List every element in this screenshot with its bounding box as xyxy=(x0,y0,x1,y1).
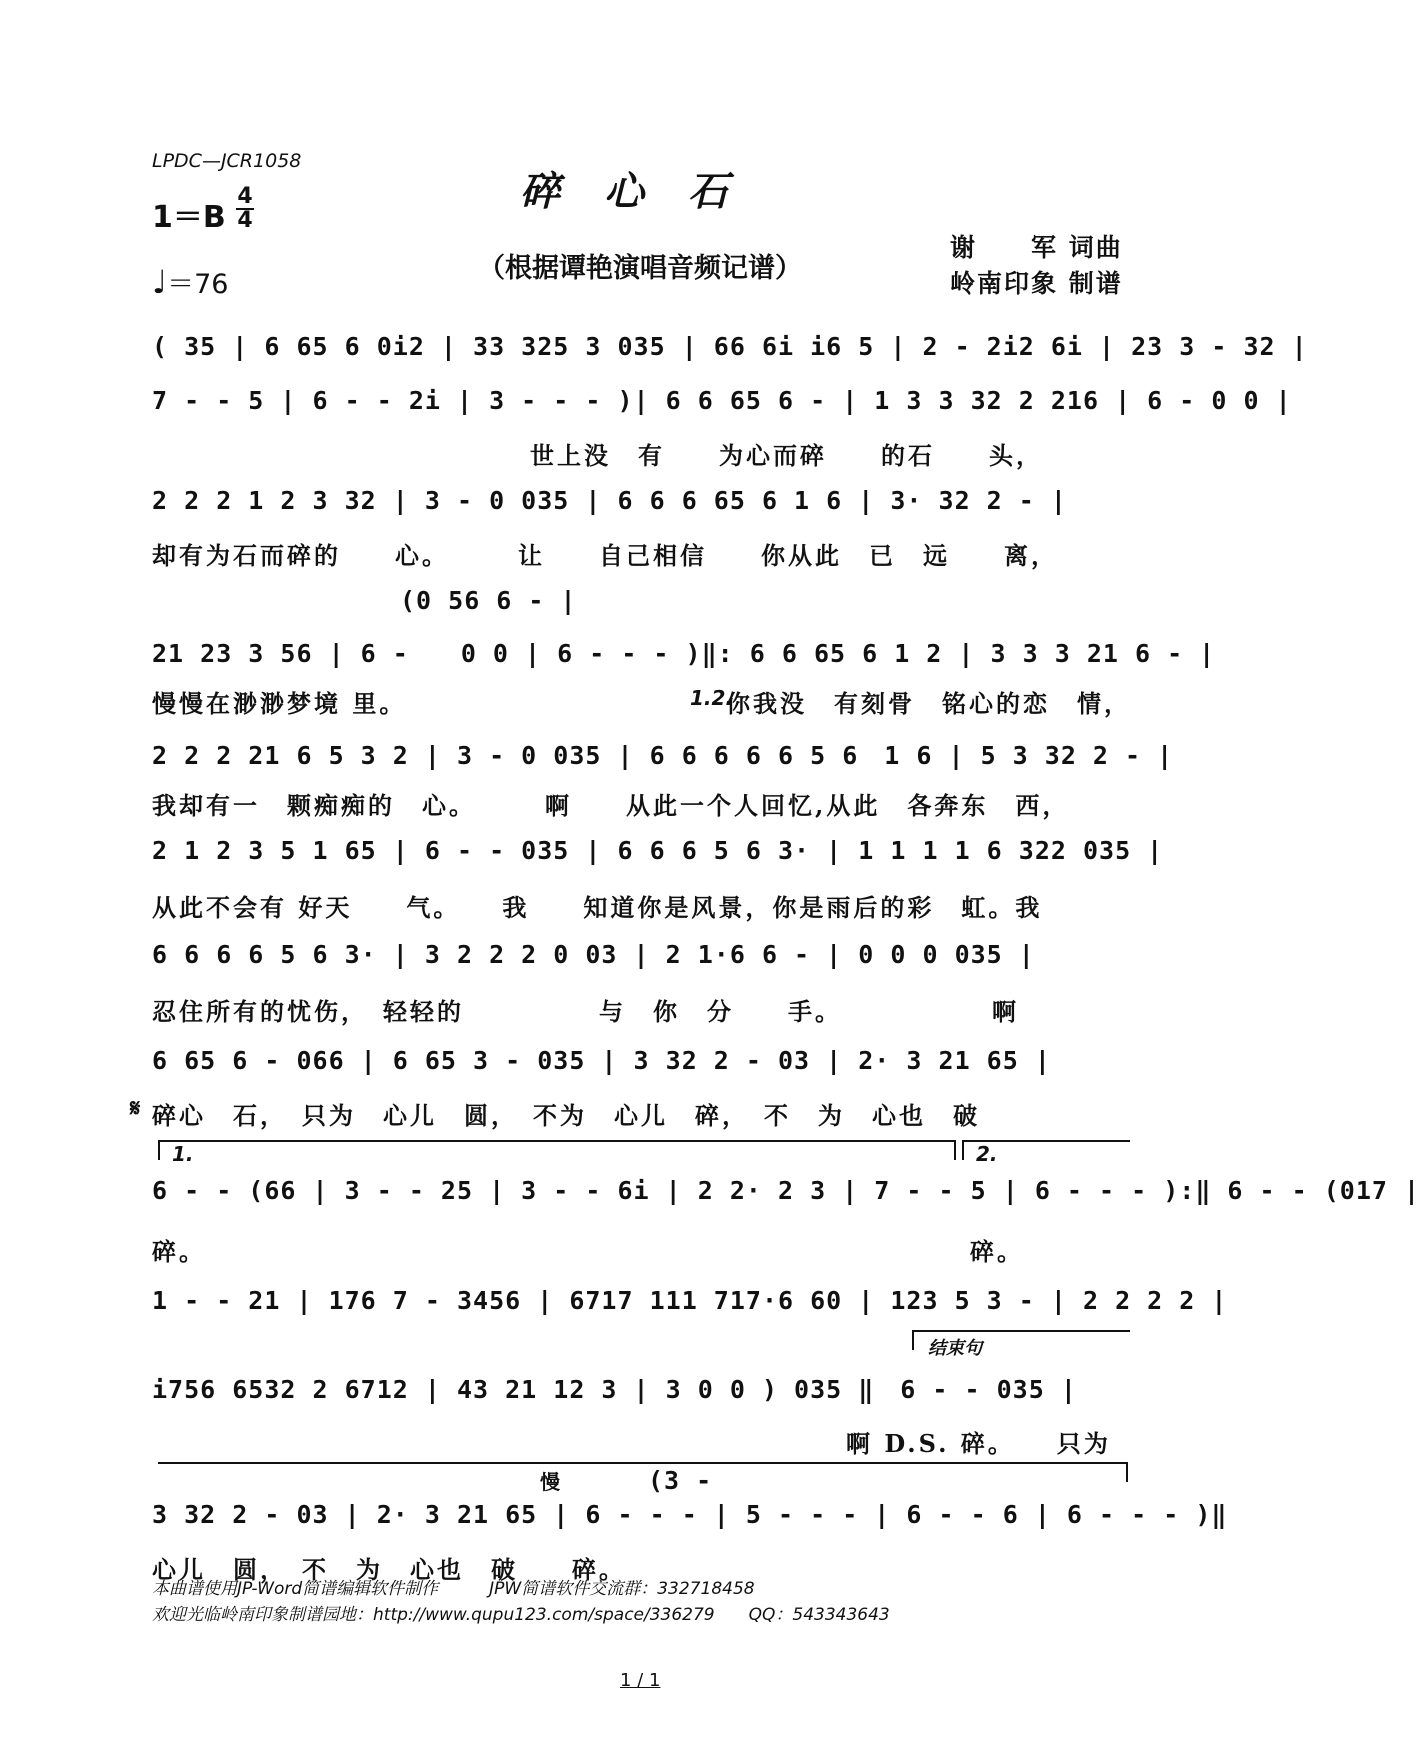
score-row-6-lyrics: 从此不会有 好天 气。 我 知道你是风景，你是雨后的彩 虹。我 xyxy=(152,893,1043,922)
page-number: 1 / 1 xyxy=(620,1670,661,1691)
coda-label: 结束句 xyxy=(928,1338,982,1359)
score-row-6-notes: 2 1 2 3 5 1 65 | 6 - - 035 | 6 6 6 5 6 3· | 1 1 1 1 6 322 035 | xyxy=(152,836,1164,865)
score-row-11-lyrics: 啊 D.S. 碎。 只为 xyxy=(846,1429,1111,1458)
ending-1-bracket xyxy=(158,1140,954,1142)
score-row-12-alt: (3 - xyxy=(648,1466,713,1495)
segno-icon: 𝄋 xyxy=(130,1094,141,1122)
score-row-3-notes: 2 2 2 1 2 3 32 | 3 - 0 035 | 6 6 6 65 6 1 6 | 3· 32 2 - | xyxy=(152,486,1067,515)
subtitle: （根据谭艳演唱音频记谱） xyxy=(478,253,802,284)
score-row-8-lyrics: 碎心 石， 只为 心儿 圆， 不为 心儿 碎， 不 为 心也 破 xyxy=(152,1101,980,1130)
coda-left xyxy=(912,1330,914,1350)
score-row-4-alt: (0 56 6 - | xyxy=(400,586,577,615)
score-row-4-lyrics: 慢慢在渺渺梦境 里。 xyxy=(152,689,407,718)
score-code: LPDC—JCR1058 xyxy=(152,150,302,172)
time-signature xyxy=(236,186,254,232)
final-bracket xyxy=(158,1462,1128,1464)
ending-1-right xyxy=(954,1140,956,1160)
score-row-4-lyrics-2: 你我没 有刻骨 铭心的恋 情， xyxy=(726,689,1131,718)
credit-composer: 谢 军 词曲 xyxy=(950,233,1123,262)
score-row-3-lyrics: 却有为石而碎的 心。 让 自己相信 你从此 已 远 离， xyxy=(152,541,1058,570)
score-row-12-notes: 3 32 2 - 03 | 2· 3 21 65 | 6 - - - | 5 - - - | 6 - - 6 | 6 - - - )‖ xyxy=(152,1500,1228,1529)
credit-transcriber: 岭南印象 制谱 xyxy=(950,269,1123,298)
score-row-4-notes: 21 23 3 56 | 6 - 0 0 | 6 - - - )‖: 6 6 65 6 1 2 | 3 3 3 21 6 - | xyxy=(152,639,1216,668)
score-row-1-notes: ( 35 | 6 65 6 0i2 | 33 325 3 035 | 66 6i i6 5 | 2 - 2i2 6i | 23 3 - 32 | xyxy=(152,332,1308,361)
key-signature: 1＝B xyxy=(152,200,226,235)
score-row-2-notes: 7 - - 5 | 6 - - 2i | 3 - - - )| 6 6 65 6 - | 1 3 3 32 2 216 | 6 - 0 0 | xyxy=(152,386,1292,415)
ending-1-label: 1. xyxy=(172,1142,194,1166)
score-row-5-notes: 2 2 2 21 6 5 3 2 | 3 - 0 035 | 6 6 6 6 6 5 6 1 6 | 5 3 32 2 - | xyxy=(152,741,1174,770)
song-title: 碎心石 xyxy=(520,168,772,215)
score-row-9-notes: 6 - - (66 | 3 - - 25 | 3 - - 6i | 2 2· 2 3 | 7 - - 5 | 6 - - - ):‖ 6 - - (017 | xyxy=(152,1176,1420,1205)
ending-2-label: 2. xyxy=(976,1142,998,1166)
score-row-2-lyrics: 世上没 有 为心而碎 的石 头， xyxy=(530,441,1043,470)
tempo-value: ＝76 xyxy=(167,269,229,300)
time-bottom: 4 xyxy=(237,208,253,233)
verse-mark: 1.2. xyxy=(690,686,734,710)
score-row-9-lyrics: 碎。 xyxy=(152,1237,206,1266)
coda-bracket xyxy=(912,1330,1130,1332)
score-row-10-notes: 1 - - 21 | 176 7 - 3456 | 6717 111 717·6 60 | 123 5 3 - | 2 2 2 2 | xyxy=(152,1286,1228,1315)
final-bracket-right xyxy=(1126,1462,1128,1482)
footer-software-note: 本曲谱使用JP-Word简谱编辑软件制作 JPW简谱软件交流群：332718458 xyxy=(152,1579,755,1599)
score-row-8-notes: 6 65 6 - 066 | 6 65 3 - 035 | 3 32 2 - 03 | 2· 3 21 65 | xyxy=(152,1046,1051,1075)
tempo-slow-mark: 慢 xyxy=(540,1470,560,1494)
time-top: 4 xyxy=(237,184,253,209)
score-row-7-notes: 6 6 6 6 5 6 3· | 3 2 2 2 0 03 | 2 1·6 6 - | 0 0 0 035 | xyxy=(152,940,1035,969)
footer-website-note: 欢迎光临岭南印象制谱园地：http://www.qupu123.com/space/336279 QQ：543343643 xyxy=(152,1605,890,1625)
score-row-7-lyrics: 忍住所有的忧伤， 轻轻的 与 你 分 手。 啊 xyxy=(152,997,1019,1026)
tempo-marking xyxy=(152,262,228,301)
score-row-11-notes: i756 6532 2 6712 | 43 21 12 3 | 3 0 0 ) 035 ‖ 6 - - 035 | xyxy=(152,1375,1077,1404)
quarter-note-icon: ♩ xyxy=(152,263,168,301)
score-row-9-lyrics-2: 碎。 xyxy=(970,1237,1024,1266)
score-row-12-lyrics: 心儿 圆， 不 为 心也 破 碎。 xyxy=(152,1555,626,1584)
ending-1-left xyxy=(158,1140,160,1160)
ending-2-left xyxy=(962,1140,964,1160)
score-row-5-lyrics: 我却有一 颗痴痴的 心。 啊 从此一个人回忆,从此 各奔东 西， xyxy=(152,791,1070,820)
